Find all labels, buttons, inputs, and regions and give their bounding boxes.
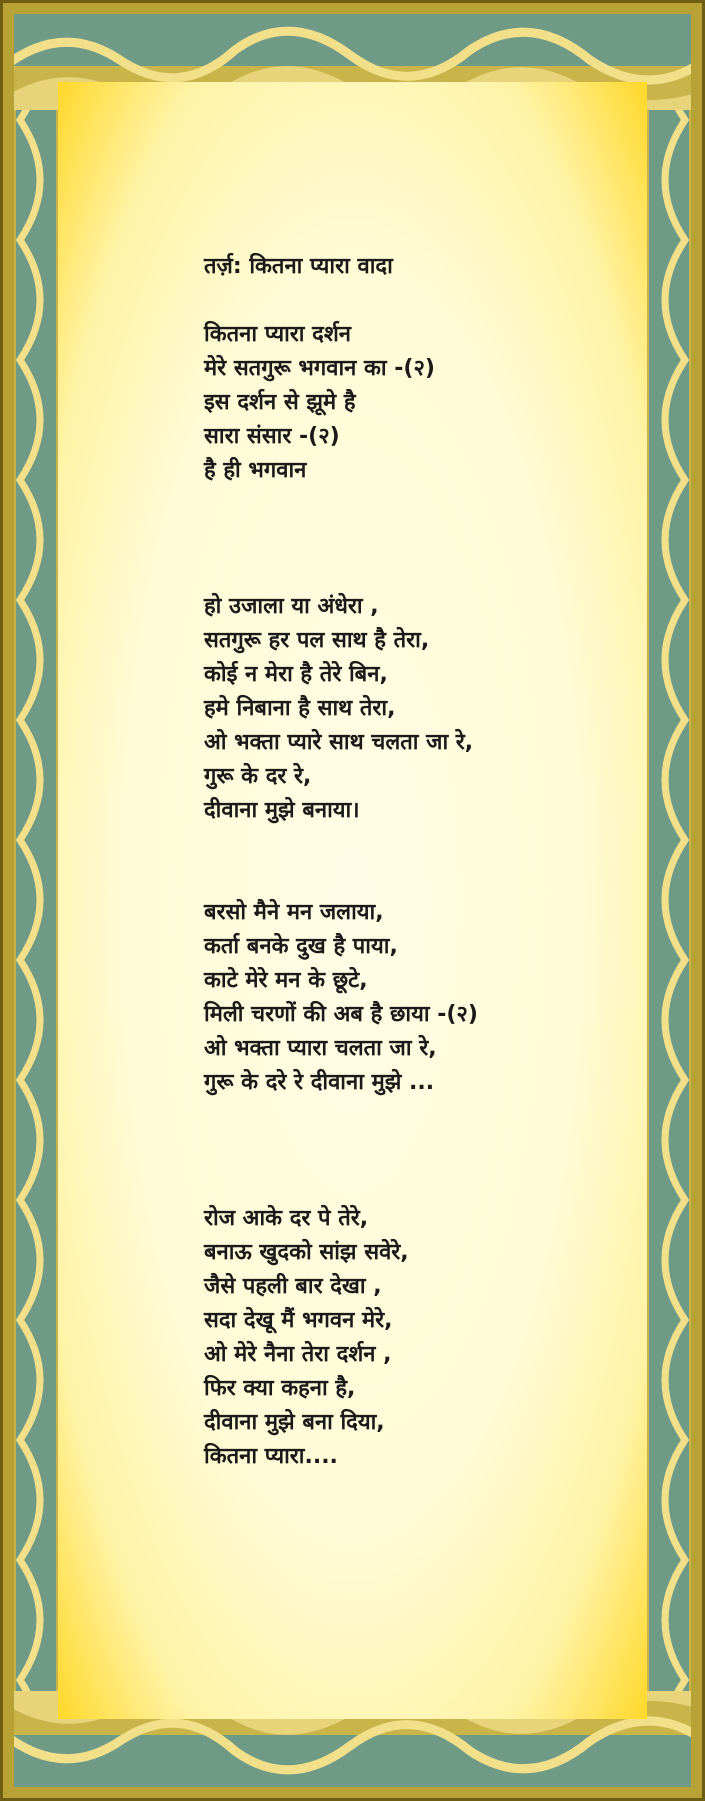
lyric-line: है ही भगवान xyxy=(204,458,307,483)
lyric-line: कर्ता बनके दुख है पाया, xyxy=(204,934,398,959)
lyric-line: काटे मेरे मन के छूटे, xyxy=(204,968,368,993)
stanza-2 xyxy=(204,590,604,828)
lyric-line: ओ भक्ता प्यारे साथ चलता जा रे, xyxy=(204,730,474,755)
lyric-line: बरसो मैने मन जलाया, xyxy=(204,900,384,925)
lyric-line: फिर क्या कहना है, xyxy=(204,1376,356,1401)
lyric-line: मेरे सतगुरू भगवान का -(२) xyxy=(204,356,435,381)
stanza-3 xyxy=(204,896,604,1100)
lyric-line: जैसे पहली बार देखा , xyxy=(204,1274,382,1299)
lyric-line: बनाऊ खुदको सांझ सवेरे, xyxy=(204,1240,409,1265)
lyric-line: ओ भक्ता प्यारा चलता जा रे, xyxy=(204,1036,437,1061)
lyric-line: सारा संसार -(२) xyxy=(204,424,340,449)
lyric-line: मिली चरणों की अब है छाया -(२) xyxy=(204,1002,478,1027)
lyric-line: सतगुरू हर पल साथ है तेरा, xyxy=(204,628,430,653)
lyric-line: हो उजाला या अंधेरा , xyxy=(204,594,379,619)
lyric-line: हमे निबाना है साथ तेरा, xyxy=(204,696,396,721)
stanza-4 xyxy=(204,1202,604,1474)
lyric-line: कोई न मेरा है तेरे बिन, xyxy=(204,662,388,687)
lyric-line: कितना प्यारा.... xyxy=(204,1444,338,1469)
lyric-line: इस दर्शन से झूमे है xyxy=(204,390,356,415)
lyric-line: गुरू के दरे रे दीवाना मुझे ... xyxy=(204,1070,435,1095)
lyric-line: कितना प्यारा दर्शन xyxy=(204,322,351,347)
lyric-line: ओ मेरे नैना तेरा दर्शन , xyxy=(204,1342,392,1367)
lyrics-text xyxy=(204,250,604,1474)
lyric-line: सदा देखू मैं भगवन मेरे, xyxy=(204,1308,393,1333)
lyric-line: रोज आके दर पे तेरे, xyxy=(204,1206,369,1231)
lyric-line: दीवाना मुझे बना दिया, xyxy=(204,1410,385,1435)
tarz-heading: तर्ज़: कितना प्यारा वादा xyxy=(204,254,393,279)
lyric-line: दीवाना मुझे बनाया। xyxy=(204,798,360,823)
lyric-line: गुरू के दर रे, xyxy=(204,764,312,789)
stanza-1 xyxy=(204,318,604,488)
